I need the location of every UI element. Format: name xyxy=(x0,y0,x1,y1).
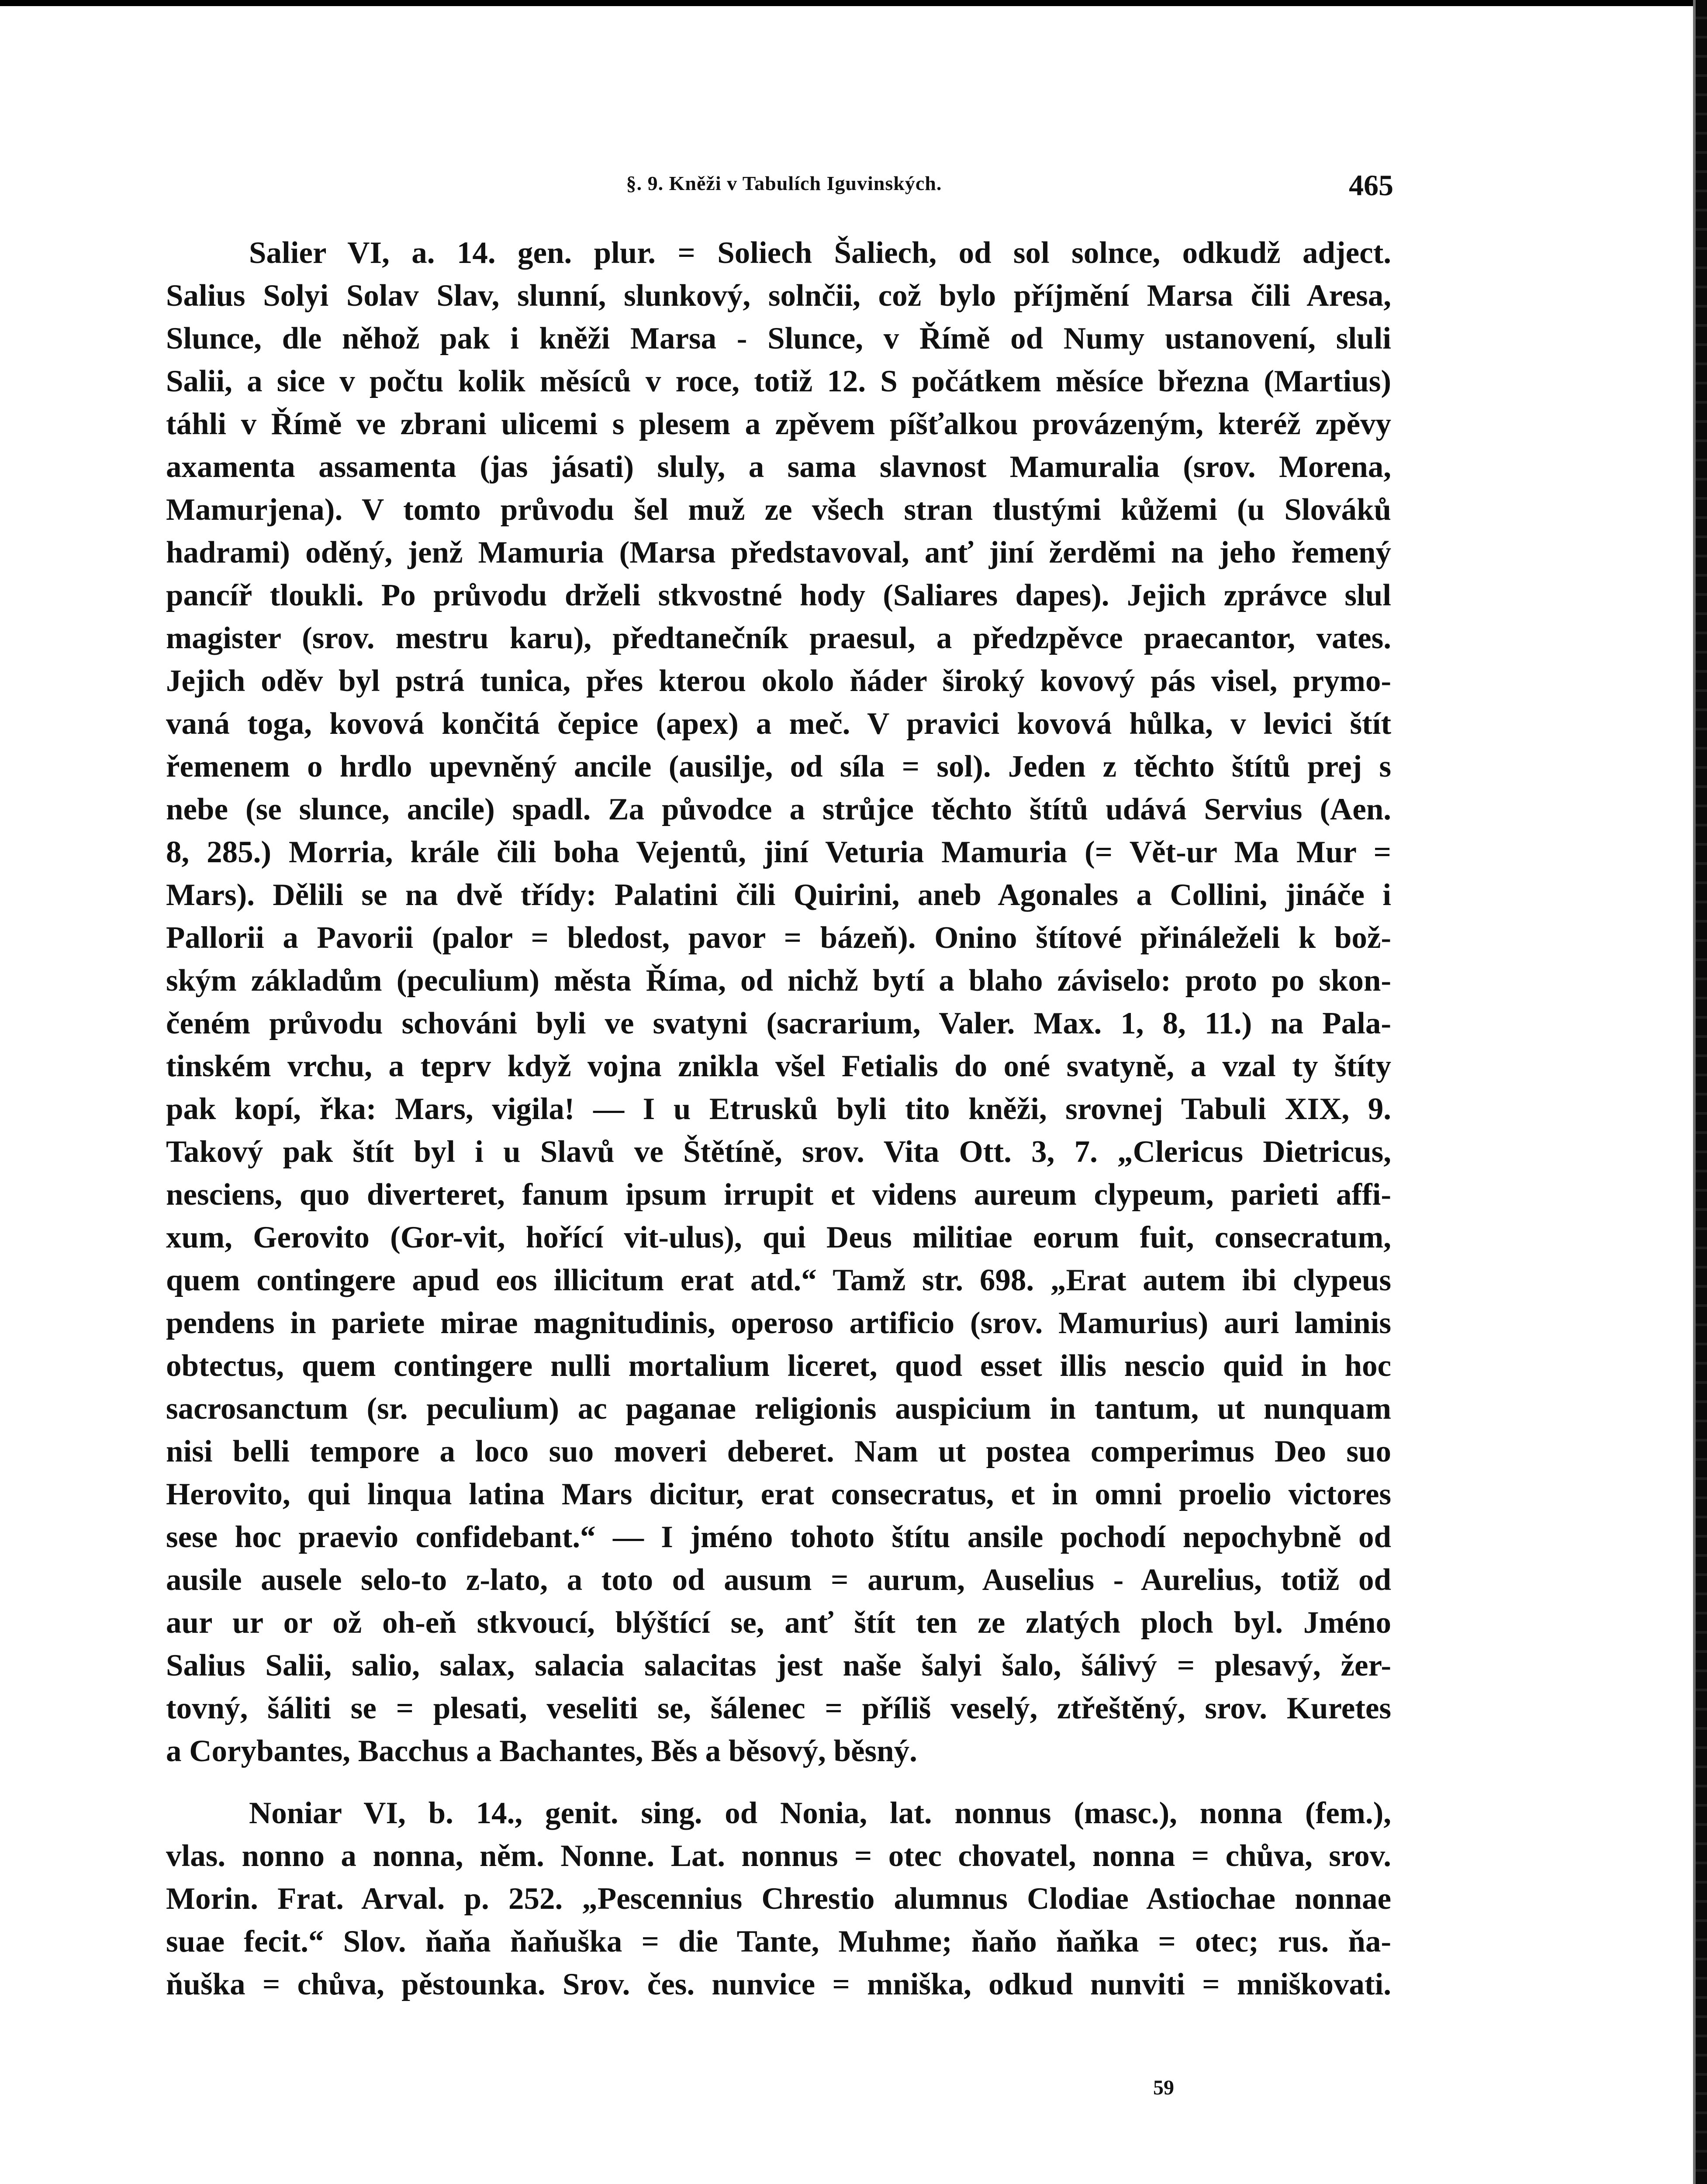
text-line: táhli v Římě ve zbrani ulicemi s plesem a zpěvem píšťalkou provázeným, kteréž zpěvy xyxy=(166,407,1391,441)
text-line: ausile ausele selo-to z-lato, a toto od ausum = aurum, Auselius - Aurelius, totiž od xyxy=(166,1563,1391,1597)
text-line: Jejich oděv byl pstrá tunica, přes kterou okolo ňáder široký kovový pás visel, prymo- xyxy=(166,664,1391,698)
page-number: 465 xyxy=(1349,169,1393,202)
text-line: Slunce, dle něhož pak i kněži Marsa - Slunce, v Římě od Numy ustanovení, sluli xyxy=(166,321,1391,356)
text-line: pancíř tloukli. Po průvodu drželi stkvostné hody (Saliares dapes). Jejich zprávce slul xyxy=(166,578,1391,612)
text-line: Salier VI, a. 14. gen. plur. = Soliech Šaliech, od sol solnce, odkudž adject. xyxy=(249,236,1391,270)
text-line: nesciens, quo diverteret, fanum ipsum irrupit et videns aureum clypeum, parieti affi- xyxy=(166,1178,1391,1212)
text-line: Mamurjena). V tomto průvodu šel muž ze všech stran tlustými kůžemi (u Slováků xyxy=(166,493,1391,527)
text-line: čeném průvodu schováni byli ve svatyni (sacrarium, Valer. Max. 1, 8, 11.) na Pala- xyxy=(166,1006,1391,1040)
text-line: quem contingere apud eos illicitum erat atd.“ Tamž str. 698. „Erat autem ibi clypeus xyxy=(166,1263,1391,1297)
scan-edge-right xyxy=(1696,0,1707,2184)
text-line: Pallorii a Pavorii (palor = bledost, pavor = bázeň). Onino štítové přináleželi k bož- xyxy=(166,921,1391,955)
text-line: Takový pak štít byl i u Slavů ve Štětíně, srov. Vita Ott. 3, 7. „Clericus Dietricus, xyxy=(166,1135,1391,1169)
text-line: hadrami) oděný, jenž Mamuria (Marsa představoval, anť jiní žerděmi na jeho řemený xyxy=(166,536,1391,570)
running-head xyxy=(166,168,1402,207)
text-line: magister (srov. mestru karu), předtanečník praesul, a předzpěvce praecantor, vates. xyxy=(166,621,1391,655)
text-line: axamenta assamenta (jas jásati) sluly, a sama slavnost Mamuralia (srov. Morena, xyxy=(166,450,1391,484)
text-line: Salii, a sice v počtu kolik měsíců v roce, totiž 12. S počátkem měsíce března (Martius) xyxy=(166,364,1391,398)
text-body xyxy=(166,232,1391,2006)
text-line: Mars). Dělili se na dvě třídy: Palatini čili Quirini, aneb Agonales a Collini, jináče i xyxy=(166,878,1391,912)
text-line: tovný, šáliti se = plesati, veseliti se, šálenec = příliš veselý, ztřeštěný, srov. Kuretes xyxy=(166,1691,1391,1725)
text-line: Noniar VI, b. 14., genit. sing. od Nonia, lat. nonnus (masc.), nonna (fem.), xyxy=(249,1796,1391,1830)
text-line: ským základům (peculium) města Říma, od nichž bytí a blaho záviselo: proto po skon- xyxy=(166,964,1391,998)
text-line: Salius Salii, salio, salax, salacia salacitas jest naše šalyi šalo, šálivý = plesavý, žer- xyxy=(166,1648,1391,1683)
text-line: vlas. nonno a nonna, něm. Nonne. Lat. nonnus = otec chovatel, nonna = chůva, srov. xyxy=(166,1839,1391,1873)
text-line: nisi belli tempore a loco suo moveri deberet. Nam ut postea comperimus Deo suo xyxy=(166,1434,1391,1469)
text-line: aur ur or ož oh-eň stkvoucí, blýštící se, anť štít ten ze zlatých ploch byl. Jméno xyxy=(166,1606,1391,1640)
text-line: suae fecit.“ Slov. ňaňa ňaňuška = die Tante, Muhme; ňaňo ňaňka = otec; rus. ňa- xyxy=(166,1925,1391,1959)
signature-mark: 59 xyxy=(1153,2076,1174,2099)
scan-edge-top xyxy=(0,0,1707,6)
text-line: Morin. Frat. Arval. p. 252. „Pescennius Chrestio alumnus Clodiae Astiochae nonnae xyxy=(166,1882,1391,1916)
text-line: sacrosanctum (sr. peculium) ac paganae religionis auspicium in tantum, ut nunquam xyxy=(166,1392,1391,1426)
text-line: vaná toga, kovová končitá čepice (apex) a meč. V pravici kovová hůlka, v levici štít xyxy=(166,707,1391,741)
paragraph-salier xyxy=(166,232,1391,1773)
paragraph-noniar xyxy=(166,1792,1391,2006)
paragraph-gap xyxy=(166,1773,1391,1792)
text-line: Salius Solyi Solav Slav, slunní, slunkový, solnčii, což bylo příjmění Marsa čili Aresa, xyxy=(166,279,1391,313)
text-line: pendens in pariete mirae magnitudinis, operoso artificio (srov. Mamurius) auri laminis xyxy=(166,1306,1391,1340)
text-line: Herovito, qui linqua latina Mars dicitur, erat consecratus, et in omni proelio victores xyxy=(166,1477,1391,1511)
text-line: pak kopí, řka: Mars, vigila! — I u Etrusků byli tito kněži, srovnej Tabuli XIX, 9. xyxy=(166,1092,1391,1126)
text-line: sese hoc praevio confidebant.“ — I jméno tohoto štítu ansile pochodí nepochybně od xyxy=(166,1520,1391,1554)
text-line: 8, 285.) Morria, krále čili boha Vejentů, jiní Veturia Mamuria (= Vět-ur Ma Mur = xyxy=(166,835,1391,869)
running-title: §. 9. Kněži v Tabulích Iguvinských. xyxy=(626,172,942,194)
text-line: řemenem o hrdlo upevněný ancile (ausilje, od síla = sol). Jeden z těchto štítů prej s xyxy=(166,750,1391,784)
text-line: xum, Gerovito (Gor-vit, hořící vit-ulus), qui Deus militiae eorum fuit, consecratum, xyxy=(166,1220,1391,1254)
text-line: tinském vrchu, a teprv když vojna znikla všel Fetialis do oné svatyně, a vzal ty štíty xyxy=(166,1049,1391,1083)
text-line: ňuška = chůva, pěstounka. Srov. čes. nunvice = mniška, odkud nunviti = mniškovati. xyxy=(166,1967,1391,2001)
text-line: obtectus, quem contingere nulli mortalium liceret, quod esset illis nescio quid in hoc xyxy=(166,1349,1391,1383)
text-line: a Corybantes, Bacchus a Bachantes, Běs a běsový, běsný. xyxy=(166,1734,917,1768)
text-line: nebe (se slunce, ancile) spadl. Za původce a strůjce těchto štítů udává Servius (Aen. xyxy=(166,792,1391,826)
